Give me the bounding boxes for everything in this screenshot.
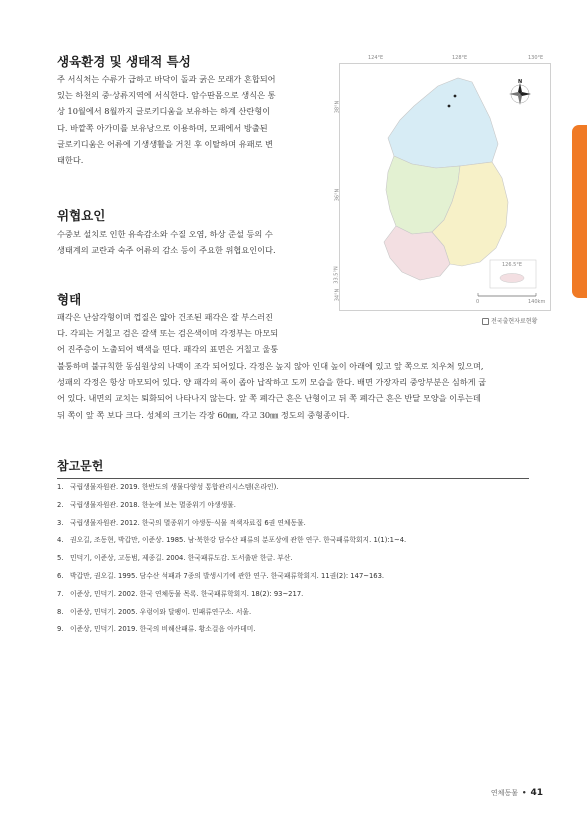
lat-label: 38°N bbox=[334, 100, 341, 114]
references-list bbox=[57, 479, 406, 639]
occurrence-point bbox=[454, 95, 457, 98]
list-item: 1. 국립생물자원관. 2019. 한반도의 생물다양성 통합관리시스템(온라인). bbox=[57, 483, 279, 491]
habitat-paragraph: 주 서식처는 수류가 급하고 바닥이 돌과 굵은 모래가 혼합되어 있는 하천의 중·상류지역에 서식한다. 암수딴몸으로 생식은 통 상 10월에서 8월까지 글로키디움을 보유하는 하계 산란형이 다. 바깥쪽 아가미를 보유낭으로 이용하며, 모패에서 방출된 글로키디움은 어류에 기생생활을 거친 후 이탈하며 유패로 변 태한다. bbox=[57, 74, 276, 166]
map-caption: 전국출현자료현황 bbox=[482, 316, 537, 325]
scale-label-start: 0 bbox=[476, 299, 480, 305]
footer-section: 연체동물 bbox=[490, 789, 518, 797]
list-item: 9. 이준상, 민덕기. 2019. 한국의 비해산패류. 황소걸음 아카데미. bbox=[57, 625, 256, 634]
list-item: 2. 국립생물자원관. 2018. 한눈에 보는 멸종위기 야생생물. bbox=[57, 500, 236, 509]
morphology-paragraph-narrow: 패각은 난삼각형이며 껍질은 얇아 건조된 패각은 잘 부스러진 다. 각피는 거칠고 검은 갈색 또는 검은색이며 각정부는 마모되 어 진주층이 노출되어 백색을 띤다. 패각의 표면은 거칠고 울퉁 bbox=[57, 312, 279, 355]
map-drawing bbox=[340, 64, 550, 310]
compass-icon bbox=[509, 83, 531, 105]
occurrence-point bbox=[448, 105, 451, 108]
references-heading: 참고문헌 bbox=[57, 459, 104, 473]
jeju-island bbox=[500, 274, 524, 283]
lat-label: 33.5°N bbox=[333, 266, 340, 284]
list-item: 7. 이준상, 민덕기. 2002. 한국 연체동물 목록. 한국패류학회지. 18(2): 93~217. bbox=[57, 589, 304, 598]
inset-label: 126.5°E bbox=[502, 262, 522, 268]
list-item: 5. 민덕기, 이준상, 고동범, 제종길. 2004. 한국패류도감. 도서출판 한글. 부산. bbox=[57, 554, 293, 563]
list-item: 6. 박갑만, 권오길. 1995. 담수산 석패과 7종의 발생시기에 관한 연구. 한국패류학회지. 11권(2): 147~163. bbox=[57, 571, 385, 580]
north-label: N bbox=[518, 79, 523, 85]
morphology-heading: 형태 bbox=[57, 292, 82, 307]
habitat-heading: 생육환경 및 생태적 특성 bbox=[57, 54, 191, 69]
morphology-paragraph-wide: 불퉁하며 불규칙한 동심원상의 나맥이 조각 되어있다. 각정은 높지 않아 인대 높이 아래에 있고 앞 쪽으로 치우쳐 있으며, 성패의 각정은 항상 마모되어 있다. 양 패각의 폭이 좁아 납작하고 도끼 모습을 한다. 배면 가장자리 중앙부분은 심하게 굽 어 있다. 내면의 교치는 퇴화되어 나타나지 않는다. 앞 쪽 폐각근 흔은 난형이고 뒤 쪽 폐각근 흔은 반달 모양을 이루는데 뒤 쪽이 앞 쪽 보다 크다. 성체의 크기는 각장 60㎜, 각고 30㎜ 정도의 중형종이다. bbox=[57, 361, 487, 420]
scale-label-end: 140km bbox=[528, 299, 546, 305]
list-item: 4. 권오길, 조동현, 박갑만, 이준상. 1985. 남·북한강 담수산 패류의 분포상에 관한 연구. 한국패류학회지. 1(1):1~4. bbox=[57, 536, 407, 545]
lon-label: 130°E bbox=[528, 55, 544, 61]
lon-label: 124°E bbox=[368, 55, 384, 61]
info-icon bbox=[482, 318, 489, 325]
threats-paragraph: 수중보 설치로 인한 유속감소와 수질 오염, 하상 준설 등의 수 생태계의 교란과 숙주 어류의 감소 등이 주요한 위협요인이다. bbox=[57, 229, 276, 256]
page-number: 41 bbox=[530, 788, 543, 798]
lat-label: 34°N bbox=[334, 288, 341, 302]
distribution-map bbox=[333, 55, 551, 311]
page-footer: 연체동물 • 41 bbox=[490, 788, 543, 798]
list-item: 3. 국립생물자원관. 2012. 한국의 멸종위기 야생동·식물 적색자료집 6권 연체동물. bbox=[57, 518, 306, 527]
threats-heading: 위협요인 bbox=[57, 208, 106, 223]
lon-label: 128°E bbox=[452, 55, 468, 61]
chapter-tab bbox=[572, 125, 587, 298]
region-north bbox=[388, 78, 498, 168]
list-item: 8. 이준상, 민덕기. 2005. 우렁이와 달팽이. 민패류연구소. 서울. bbox=[57, 607, 252, 616]
lat-label: 36°N bbox=[334, 188, 341, 202]
